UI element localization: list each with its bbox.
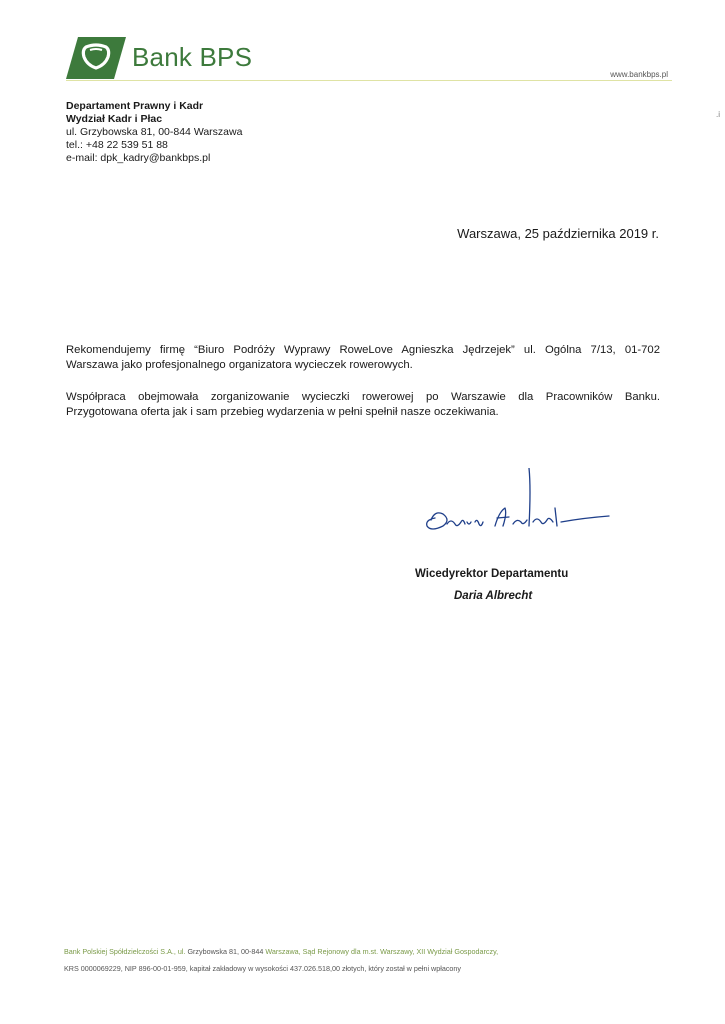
website-link[interactable]: www.bankbps.pl xyxy=(610,70,668,79)
footer-text: KRS 0000069229, NIP 896-00-01-959, xyxy=(64,964,190,973)
sender-address: ul. Grzybowska 81, 00-844 Warszawa xyxy=(66,126,243,138)
paragraph-line: Rekomendujemy firmę “Biuro Podróży Wyprawy RoweLove Agnieszka Jędrzejek” ul. Ogólna 7/13, 01-702 xyxy=(66,344,660,356)
signatory-title: Wicedyrektor Departamentu xyxy=(415,568,569,580)
paragraph-line: Przygotowana oferta jak i sam przebieg wydarzenia w pełni spełnił nasze oczekiwania. xyxy=(66,405,499,418)
footer-text: Grzybowska 81, 00-844 xyxy=(187,947,266,956)
handwritten-signature-icon xyxy=(413,468,613,538)
sender-email: e-mail: dpk_kadry@bankbps.pl xyxy=(66,152,211,164)
signatory-name: Daria Albrecht xyxy=(454,590,533,602)
brand-name: Bank BPS xyxy=(132,42,253,72)
footer-line-1 xyxy=(64,947,664,956)
footer-text: Bank Polskiej Spółdzielczości S.A., ul. xyxy=(64,947,188,956)
department-name: Departament Prawny i Kadr xyxy=(66,100,204,112)
footer-line-2 xyxy=(64,964,664,973)
header-rule xyxy=(66,80,672,81)
paragraph-recommendation xyxy=(66,343,660,372)
sender-phone: tel.: +48 22 539 51 88 xyxy=(66,139,168,151)
sender-block xyxy=(66,100,242,165)
scan-edge-mark: .i xyxy=(716,110,720,119)
paragraph-line: Współpraca obejmowała zorganizowanie wycieczki rowerowej po Warszawie dla Pracowników Banku. xyxy=(66,391,660,403)
paragraph-line: Warszawa jako profesjonalnego organizatora wycieczek rowerowych. xyxy=(66,358,413,371)
paragraph-cooperation xyxy=(66,390,660,419)
footer-text: Warszawa, Sąd Rejonowy dla m.st. Warszawy, XII Wydział Gospodarczy, xyxy=(265,947,499,956)
division-name: Wydział Kadr i Płac xyxy=(66,113,163,125)
date-line: Warszawa, 25 października 2019 r. xyxy=(457,226,659,241)
bank-bps-logo-icon xyxy=(66,37,126,79)
footer-text: kapitał zakładowy w wysokości 437.026.518,00 złotych, który został w pełni wpłacony xyxy=(189,964,462,973)
